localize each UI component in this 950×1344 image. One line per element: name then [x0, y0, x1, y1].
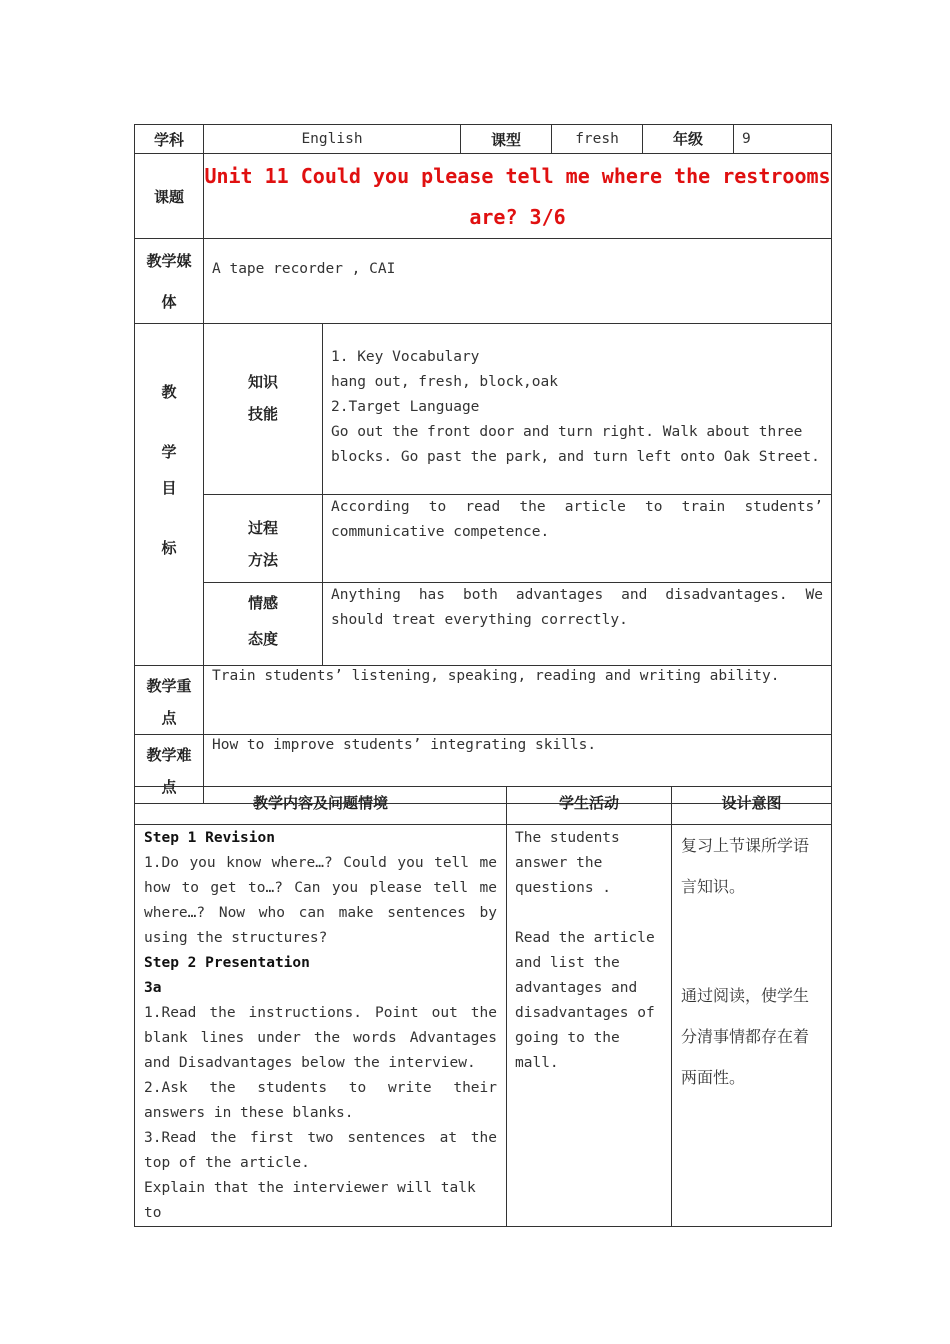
sub-title-3a: 3a — [144, 980, 162, 996]
objectives-label: 教 学 目 标 — [135, 324, 204, 666]
student-activity-cell: The students answer the questions . Read the article and list the advantages and disadvantages of going to the mall. — [507, 825, 672, 1227]
attitude-content: Anything has both advantages and disadvantages. We should treat everything correctly. — [323, 583, 832, 666]
process-content: According to read the article to train students’ communicative competence. — [323, 495, 832, 583]
instruction-item-2: 2.Ask the students to write their answers in these blanks. — [144, 1080, 497, 1121]
step1-title: Step 1 Revision — [144, 830, 275, 846]
activity-column-header: 学生活动 — [507, 787, 672, 825]
instruction-item-1: 1.Read the instructions. Point out the blank lines under the words Advantages and Disadvantages below the interview. — [144, 1005, 497, 1071]
media-value: A tape recorder , CAI — [204, 239, 832, 324]
lesson-type-value: fresh — [552, 125, 643, 154]
subject-label: 学科 — [135, 125, 204, 154]
lesson-title — [204, 154, 832, 239]
lesson-title-line2: are? 3/6 — [469, 205, 566, 229]
lesson-type-label: 课型 — [461, 125, 552, 154]
process-label: 过程 方法 — [204, 495, 323, 583]
lesson-title-line1: Unit 11 Could you please tell me where the restrooms — [204, 164, 831, 188]
teaching-content-cell — [135, 825, 507, 1227]
knowledge-label: 知识 技能 — [204, 324, 323, 495]
design-intent-cell: 复习上节课所学语 言知识。 通过阅读，使学生 分清事情都存在着 两面性。 — [672, 825, 832, 1227]
key-points-label: 教学重 点 — [135, 666, 204, 735]
procedure-table — [134, 786, 832, 1227]
content-column-header: 教学内容及问题情境 — [135, 787, 507, 825]
difficult-points-value: How to improve students’ integrating skills. — [204, 735, 832, 804]
difficult-points-label: 教学难 点 — [135, 735, 204, 804]
instruction-item-4: Explain that the interviewer will talk to — [144, 1180, 476, 1221]
knowledge-content: 1. Key Vocabulary hang out, fresh, block,oak 2.Target Language Go out the front door and turn right. Walk about three blocks. Go past the park, and turn left onto Oak Street. — [323, 324, 832, 495]
intent-column-header: 设计意图 — [672, 787, 832, 825]
topic-label: 课题 — [135, 154, 204, 239]
lesson-info-table — [134, 124, 832, 804]
subject-value: English — [204, 125, 461, 154]
attitude-label: 情感 态度 — [204, 583, 323, 666]
instruction-item-3: 3.Read the first two sentences at the top of the article. — [144, 1130, 497, 1171]
step2-title: Step 2 Presentation — [144, 955, 310, 971]
key-points-value: Train students’ listening, speaking, reading and writing ability. — [204, 666, 832, 735]
media-label: 教学媒 体 — [135, 239, 204, 324]
grade-label: 年级 — [643, 125, 734, 153]
grade-value: 9 — [742, 131, 751, 147]
step1-text: 1.Do you know where…? Could you tell me how to get to…? Can you please tell me where…? Now who can make sentences by using the structures? — [144, 855, 497, 946]
